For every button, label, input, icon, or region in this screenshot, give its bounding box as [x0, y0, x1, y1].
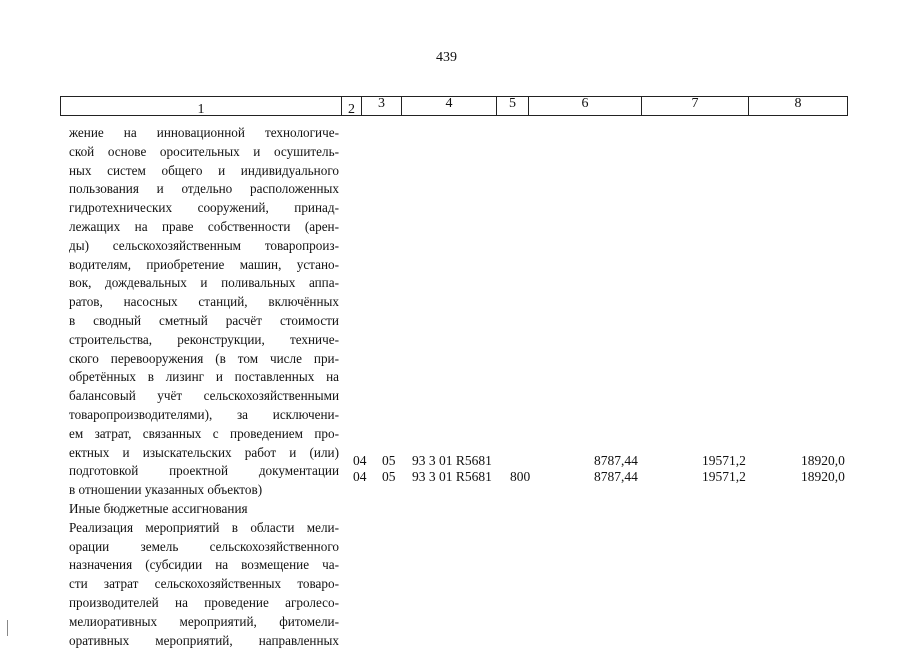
table-row [0, 453, 905, 469]
text-line: вок, дождевальных и поливальных аппа- [69, 275, 339, 291]
text-line: Реализация мероприятий в области мели- [69, 519, 339, 535]
cell-amount-6: 8787,44 [594, 469, 638, 484]
cell-subsection: 05 [382, 453, 396, 468]
text-line: в сводный сметный расчёт стоимости [69, 312, 339, 328]
header-col-5: 5 [497, 97, 529, 115]
text-line: орации земель сельскохозяйственного [69, 538, 339, 554]
cell-target-article: 93 3 01 R5681 [412, 469, 492, 484]
text-line: Иные бюджетные ассигнования [69, 500, 248, 516]
text-line: производителей на проведение агролесо- [69, 594, 339, 610]
text-line: обретённых в лизинг и поставленных на [69, 369, 339, 385]
cell-section: 04 [353, 469, 367, 484]
text-line: мелиоративных мероприятий, фитомели- [69, 613, 339, 629]
cell-amount-8: 18920,0 [801, 469, 845, 484]
scan-margin-mark [7, 620, 8, 636]
table-row [0, 469, 905, 485]
cell-amount-6: 8787,44 [594, 453, 638, 468]
text-line: ского перевооружения (в том числе при- [69, 350, 339, 366]
text-line: назначения (субсидии на возмещение ча- [69, 557, 339, 573]
text-line: гидротехнических сооружений, принад- [69, 200, 339, 216]
header-col-3: 3 [362, 97, 402, 115]
text-line: водителям, приобретение машин, устано- [69, 256, 339, 272]
cell-subsection: 05 [382, 469, 396, 484]
text-line: ных систем общего и индивидуального [69, 162, 339, 178]
text-line: лежащих на праве собственности (арен- [69, 218, 339, 234]
cell-amount-7: 19571,2 [702, 453, 746, 468]
text-line: пользования и отдельно расположенных [69, 181, 339, 197]
header-col-1: 1 [61, 97, 342, 115]
text-line: оративных мероприятий, направленных [69, 632, 339, 648]
text-line: ем затрат, связанных с проведением про- [69, 425, 339, 441]
header-col-4: 4 [402, 97, 497, 115]
header-col-2: 2 [342, 97, 362, 115]
header-col-6: 6 [529, 97, 642, 115]
text-line: подготовкой проектной документации [69, 463, 339, 479]
text-line: сти затрат сельскохозяйственных товаро- [69, 576, 339, 592]
cell-expense-type: 800 [510, 469, 531, 484]
row-description-text [69, 124, 339, 650]
cell-amount-8: 18920,0 [801, 453, 845, 468]
header-col-8: 8 [794, 96, 802, 111]
text-line: ратов, насосных станций, включённых [69, 294, 339, 310]
text-line: ской основе оросительных и осушитель- [69, 143, 339, 159]
cell-amount-7: 19571,2 [702, 469, 746, 484]
text-line: ды) сельскохозяйственным товаропроиз- [69, 237, 339, 253]
cell-target-article: 93 3 01 R5681 [412, 453, 492, 468]
page-number: 439 [436, 50, 457, 65]
text-line: в отношении указанных объектов) [69, 482, 263, 498]
table-header-row [60, 96, 848, 116]
text-line: строительства, реконструкции, техниче- [69, 331, 339, 347]
text-line: балансовый учёт сельскохозяйственными [69, 388, 339, 404]
text-line: товаропроизводителями), за исключени- [69, 406, 339, 422]
text-line: ектных и изыскательских работ и (или) [69, 444, 339, 460]
text-line: жение на инновационной технологиче- [69, 125, 339, 140]
header-col-7: 7 [642, 97, 749, 115]
cell-section: 04 [353, 453, 367, 468]
